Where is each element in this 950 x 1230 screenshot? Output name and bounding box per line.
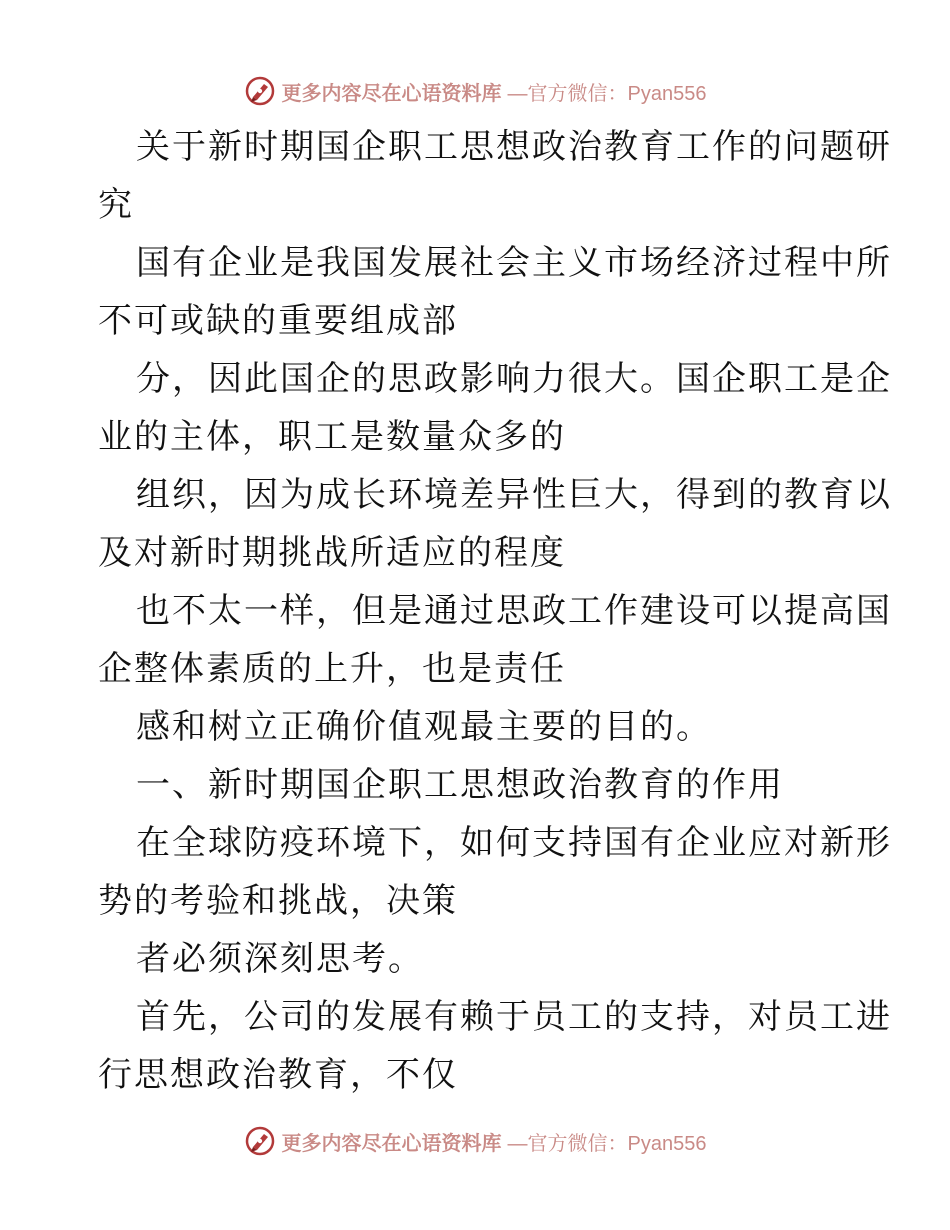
text-line: 关于新时期国企职工思想政治教育工作的问题研 [136,127,892,167]
banner-wechat-text: —官方微信：Pyan556 [507,1132,707,1155]
text-line: 究 [98,185,134,225]
text-line: 企整体素质的上升，也是责任 [98,649,566,689]
text-line: 及对新时期挑战所适应的程度 [98,533,566,573]
text-line: 业的主体，职工是数量众多的 [98,417,566,457]
banner-wechat-text: —官方微信：Pyan556 [507,82,707,105]
paragraph [98,582,892,698]
paragraph [98,350,892,466]
text-line: 也不太一样，但是通过思政工作建设可以提高国 [136,591,892,631]
banner-brand-text: 更多内容尽在心语资料库 [281,80,502,105]
text-line: 首先，公司的发展有赖于员工的支持，对员工进 [136,997,892,1037]
text-line: 不可或缺的重要组成部 [98,301,458,341]
pen-logo-icon [244,75,276,107]
paragraph [98,930,858,988]
banner-brand-text: 更多内容尽在心语资料库 [281,1130,502,1155]
text-line: 分，因此国企的思政影响力很大。国企职工是企 [136,359,892,399]
document-body [98,118,892,1104]
paragraph-title [98,118,892,234]
pen-logo-icon [244,1125,276,1157]
section-heading [98,756,858,814]
text-line: 者必须深刻思考。 [136,939,424,979]
paragraph [98,814,892,930]
text-line: 感和树立正确价值观最主要的目的。 [136,707,712,747]
paragraph [98,988,892,1104]
text-line: 国有企业是我国发展社会主义市场经济过程中所 [136,243,892,283]
paragraph [98,698,858,756]
header-banner [0,74,950,108]
paragraph [98,234,892,350]
text-line: 组织，因为成长环境差异性巨大，得到的教育以 [136,475,892,515]
paragraph [98,466,892,582]
footer-banner [0,1124,950,1158]
text-line: 行思想政治教育，不仅 [98,1055,458,1095]
text-line: 在全球防疫环境下，如何支持国有企业应对新形 [136,823,892,863]
text-line: 一、新时期国企职工思想政治教育的作用 [136,765,784,805]
text-line: 势的考验和挑战，决策 [98,881,458,921]
